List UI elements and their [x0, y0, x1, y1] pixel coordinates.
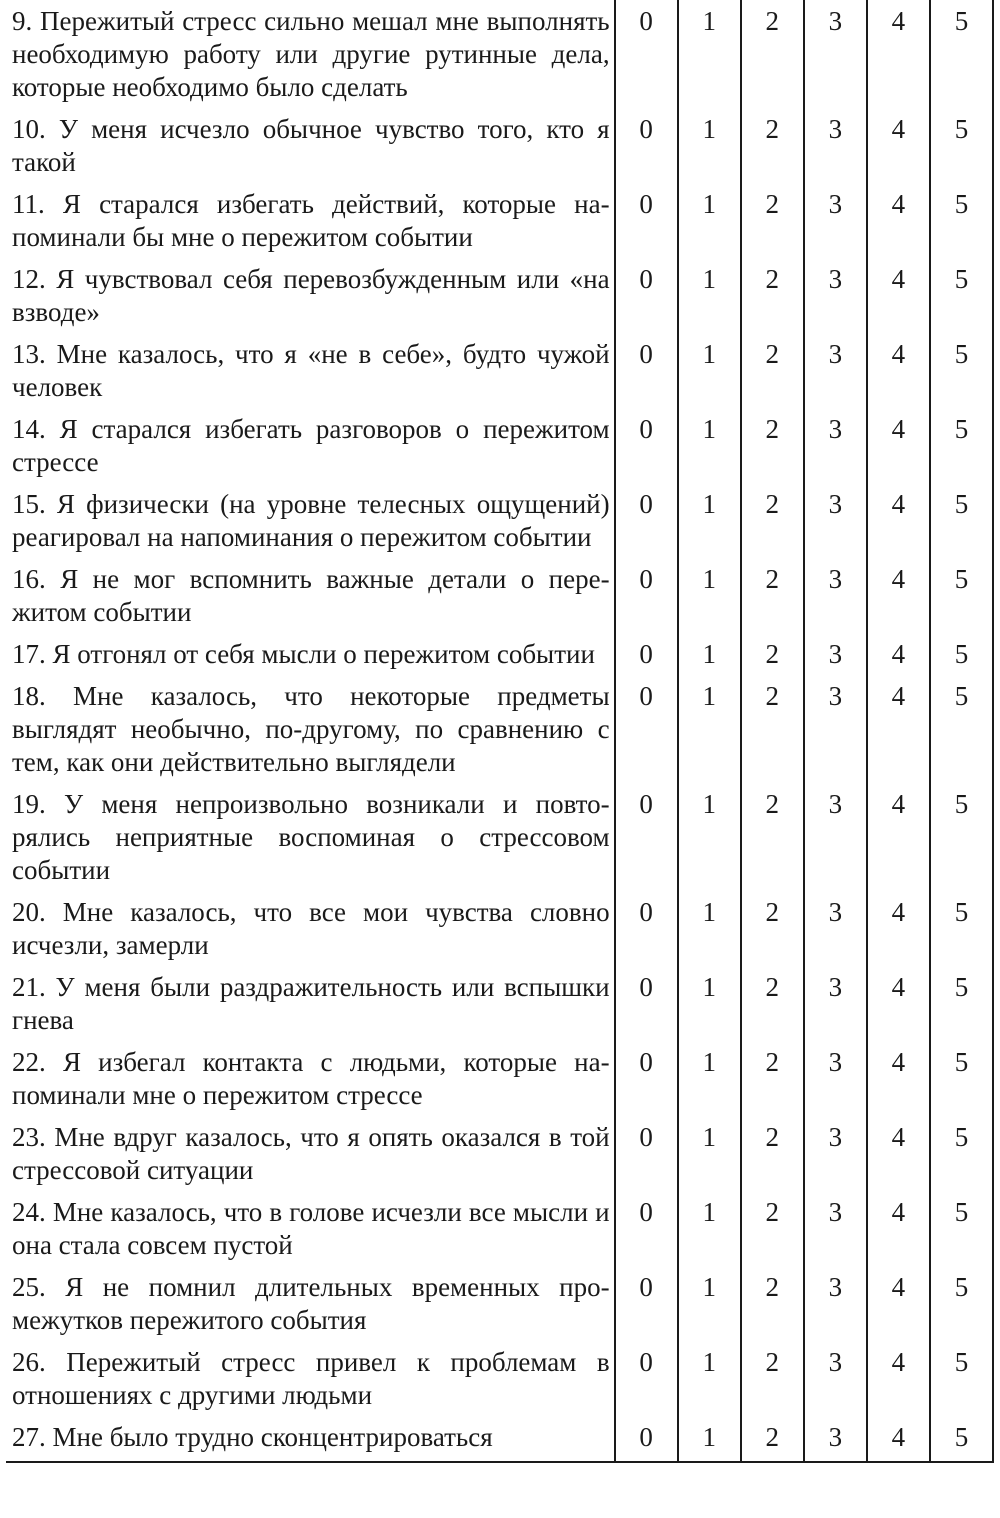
rating-option-0[interactable]: 0	[615, 481, 678, 556]
rating-option-5[interactable]: 5	[930, 964, 993, 1039]
rating-option-0[interactable]: 0	[615, 0, 678, 106]
table-row	[6, 889, 993, 964]
rating-option-3[interactable]: 3	[804, 556, 867, 631]
rating-option-2[interactable]: 2	[741, 1189, 804, 1264]
rating-option-2[interactable]: 2	[741, 256, 804, 331]
rating-option-3[interactable]: 3	[804, 406, 867, 481]
rating-option-5[interactable]: 5	[930, 673, 993, 781]
rating-option-3[interactable]: 3	[804, 181, 867, 256]
question-text: 15. Я физически (на уровне телесных ощущений) реагировал на напоминания о пережитом событии	[12, 489, 610, 552]
rating-option-3[interactable]: 3	[804, 481, 867, 556]
table-row	[6, 1264, 993, 1339]
rating-option-3[interactable]: 3	[804, 1114, 867, 1189]
rating-option-5[interactable]: 5	[930, 1039, 993, 1114]
rating-option-5[interactable]: 5	[930, 781, 993, 889]
rating-option-3[interactable]: 3	[804, 331, 867, 406]
rating-option-0[interactable]: 0	[615, 964, 678, 1039]
rating-option-0[interactable]: 0	[615, 889, 678, 964]
table-row	[6, 1189, 993, 1264]
rating-option-2[interactable]: 2	[741, 481, 804, 556]
rating-option-1[interactable]: 1	[678, 673, 741, 781]
rating-option-1[interactable]: 1	[678, 1039, 741, 1114]
rating-option-4[interactable]: 4	[867, 0, 930, 106]
rating-option-4[interactable]: 4	[867, 1414, 930, 1462]
question-text: 10. У меня исчезло обычное чувство того, кто я такой	[12, 114, 610, 177]
rating-option-4[interactable]: 4	[867, 406, 930, 481]
question-text: 21. У меня были раздражительность или вспышки гнева	[12, 972, 610, 1035]
question-text: 27. Мне было трудно сконцентрироваться	[6, 1414, 615, 1462]
table-row	[6, 256, 993, 331]
rating-option-5[interactable]: 5	[930, 331, 993, 406]
rating-scale-table	[6, 0, 994, 1463]
table-row	[6, 1414, 993, 1462]
rating-option-2[interactable]: 2	[741, 1114, 804, 1189]
table-row	[6, 631, 993, 673]
rating-option-1[interactable]: 1	[678, 781, 741, 889]
rating-option-4[interactable]: 4	[867, 331, 930, 406]
rating-option-0[interactable]: 0	[615, 1189, 678, 1264]
rating-option-3[interactable]: 3	[804, 889, 867, 964]
table-row	[6, 181, 993, 256]
rating-option-2[interactable]: 2	[741, 106, 804, 181]
rating-option-0[interactable]: 0	[615, 181, 678, 256]
question-text: 11. Я старался избегать действий, которые напоминали бы мне о пережитом событии	[12, 189, 610, 252]
rating-option-1[interactable]: 1	[678, 406, 741, 481]
rating-option-2[interactable]: 2	[741, 631, 804, 673]
table-row	[6, 0, 993, 106]
rating-option-5[interactable]: 5	[930, 181, 993, 256]
rating-option-4[interactable]: 4	[867, 889, 930, 964]
question-text: 13. Мне казалось, что я «не в себе», будто чужой человек	[12, 339, 610, 402]
rating-option-0[interactable]: 0	[615, 106, 678, 181]
rating-option-2[interactable]: 2	[741, 331, 804, 406]
question-text: 19. У меня непроизвольно возникали и повторялись неприятные воспоминая о стрессовом событии	[12, 789, 610, 885]
rating-option-2[interactable]: 2	[741, 781, 804, 889]
rating-option-3[interactable]: 3	[804, 631, 867, 673]
rating-option-1[interactable]: 1	[678, 181, 741, 256]
rating-option-1[interactable]: 1	[678, 1264, 741, 1339]
question-text: 9. Пережитый стресс сильно мешал мне выполнять необходимую работу или другие рутинные дела, которые необходимо было сделать	[12, 6, 610, 102]
rating-option-3[interactable]: 3	[804, 781, 867, 889]
rating-option-3[interactable]: 3	[804, 1339, 867, 1414]
rating-option-5[interactable]: 5	[930, 0, 993, 106]
question-text: 24. Мне казалось, что в голове исчезли все мысли и она стала совсем пустой	[12, 1197, 610, 1260]
rating-option-1[interactable]: 1	[678, 1414, 741, 1462]
rating-option-5[interactable]: 5	[930, 1264, 993, 1339]
rating-option-4[interactable]: 4	[867, 556, 930, 631]
rating-option-3[interactable]: 3	[804, 0, 867, 106]
rating-option-4[interactable]: 4	[867, 673, 930, 781]
table-row	[6, 781, 993, 889]
rating-option-3[interactable]: 3	[804, 1264, 867, 1339]
question-text: 23. Мне вдруг казалось, что я опять оказался в той стрессовой ситуации	[12, 1122, 610, 1185]
rating-option-1[interactable]: 1	[678, 481, 741, 556]
question-text: 26. Пережитый стресс привел к проблемам в отношениях с другими людьми	[12, 1347, 610, 1410]
rating-option-1[interactable]: 1	[678, 889, 741, 964]
rating-option-0[interactable]: 0	[615, 781, 678, 889]
rating-option-5[interactable]: 5	[930, 481, 993, 556]
rating-option-3[interactable]: 3	[804, 1189, 867, 1264]
rating-option-1[interactable]: 1	[678, 106, 741, 181]
rating-option-2[interactable]: 2	[741, 964, 804, 1039]
table-row	[6, 1339, 993, 1414]
table-row	[6, 406, 993, 481]
table-row	[6, 1039, 993, 1114]
table-row	[6, 106, 993, 181]
rating-option-4[interactable]: 4	[867, 964, 930, 1039]
rating-option-0[interactable]: 0	[615, 331, 678, 406]
rating-option-3[interactable]: 3	[804, 1414, 867, 1462]
rating-option-1[interactable]: 1	[678, 331, 741, 406]
rating-option-2[interactable]: 2	[741, 0, 804, 106]
rating-option-2[interactable]: 2	[741, 1039, 804, 1114]
rating-option-1[interactable]: 1	[678, 1114, 741, 1189]
rating-option-4[interactable]: 4	[867, 781, 930, 889]
rating-option-5[interactable]: 5	[930, 1114, 993, 1189]
question-text: 22. Я избегал контакта с людьми, которые напоминали мне о пережитом стрессе	[12, 1047, 610, 1110]
question-text: 16. Я не мог вспомнить важные детали о пережитом событии	[12, 564, 610, 627]
rating-option-2[interactable]: 2	[741, 1414, 804, 1462]
rating-option-2[interactable]: 2	[741, 673, 804, 781]
rating-option-3[interactable]: 3	[804, 1039, 867, 1114]
rating-option-5[interactable]: 5	[930, 889, 993, 964]
table-row	[6, 331, 993, 406]
rating-option-0[interactable]: 0	[615, 673, 678, 781]
rating-option-5[interactable]: 5	[930, 406, 993, 481]
question-text: 18. Мне казалось, что некоторые предметы выглядят необычно, по-другому, по сравнению с тем, как они действительно выглядели	[12, 681, 610, 777]
rating-option-5[interactable]: 5	[930, 1189, 993, 1264]
rating-option-4[interactable]: 4	[867, 1189, 930, 1264]
rating-option-2[interactable]: 2	[741, 406, 804, 481]
rating-option-1[interactable]: 1	[678, 631, 741, 673]
rating-option-5[interactable]: 5	[930, 556, 993, 631]
rating-option-3[interactable]: 3	[804, 106, 867, 181]
rating-option-4[interactable]: 4	[867, 1264, 930, 1339]
question-text: 20. Мне казалось, что все мои чувства словно исчезли, замерли	[12, 897, 610, 960]
rating-option-1[interactable]: 1	[678, 0, 741, 106]
table-row	[6, 1114, 993, 1189]
table-row	[6, 556, 993, 631]
question-text: 12. Я чувствовал себя перевозбужденным или «на взводе»	[12, 264, 610, 327]
rating-option-4[interactable]: 4	[867, 481, 930, 556]
rating-option-3[interactable]: 3	[804, 964, 867, 1039]
scale-body	[6, 0, 993, 1462]
rating-option-2[interactable]: 2	[741, 1339, 804, 1414]
rating-option-4[interactable]: 4	[867, 181, 930, 256]
rating-option-4[interactable]: 4	[867, 631, 930, 673]
rating-option-0[interactable]: 0	[615, 1039, 678, 1114]
rating-option-2[interactable]: 2	[741, 889, 804, 964]
rating-option-0[interactable]: 0	[615, 1339, 678, 1414]
rating-option-0[interactable]: 0	[615, 631, 678, 673]
rating-option-2[interactable]: 2	[741, 556, 804, 631]
rating-option-0[interactable]: 0	[615, 406, 678, 481]
rating-option-1[interactable]: 1	[678, 1189, 741, 1264]
rating-option-0[interactable]: 0	[615, 256, 678, 331]
rating-option-2[interactable]: 2	[741, 181, 804, 256]
rating-option-5[interactable]: 5	[930, 256, 993, 331]
rating-option-5[interactable]: 5	[930, 1339, 993, 1414]
rating-option-1[interactable]: 1	[678, 556, 741, 631]
rating-option-1[interactable]: 1	[678, 964, 741, 1039]
rating-option-1[interactable]: 1	[678, 1339, 741, 1414]
rating-option-4[interactable]: 4	[867, 106, 930, 181]
rating-option-0[interactable]: 0	[615, 556, 678, 631]
question-text: 14. Я старался избегать разговоров о пережитом стрессе	[12, 414, 610, 477]
question-text: 25. Я не помнил длительных временных промежутков пережитого события	[12, 1272, 610, 1335]
rating-option-5[interactable]: 5	[930, 1414, 993, 1462]
rating-option-1[interactable]: 1	[678, 256, 741, 331]
rating-option-5[interactable]: 5	[930, 106, 993, 181]
rating-option-4[interactable]: 4	[867, 256, 930, 331]
question-text: 17. Я отгонял от себя мысли о пережитом событии	[12, 639, 595, 669]
table-row	[6, 673, 993, 781]
rating-option-0[interactable]: 0	[615, 1264, 678, 1339]
rating-option-4[interactable]: 4	[867, 1039, 930, 1114]
rating-option-2[interactable]: 2	[741, 1264, 804, 1339]
rating-option-0[interactable]: 0	[615, 1414, 678, 1462]
rating-option-3[interactable]: 3	[804, 256, 867, 331]
table-row	[6, 964, 993, 1039]
rating-option-3[interactable]: 3	[804, 673, 867, 781]
rating-option-4[interactable]: 4	[867, 1114, 930, 1189]
rating-option-4[interactable]: 4	[867, 1339, 930, 1414]
rating-option-5[interactable]: 5	[930, 631, 993, 673]
rating-option-0[interactable]: 0	[615, 1114, 678, 1189]
table-row	[6, 481, 993, 556]
